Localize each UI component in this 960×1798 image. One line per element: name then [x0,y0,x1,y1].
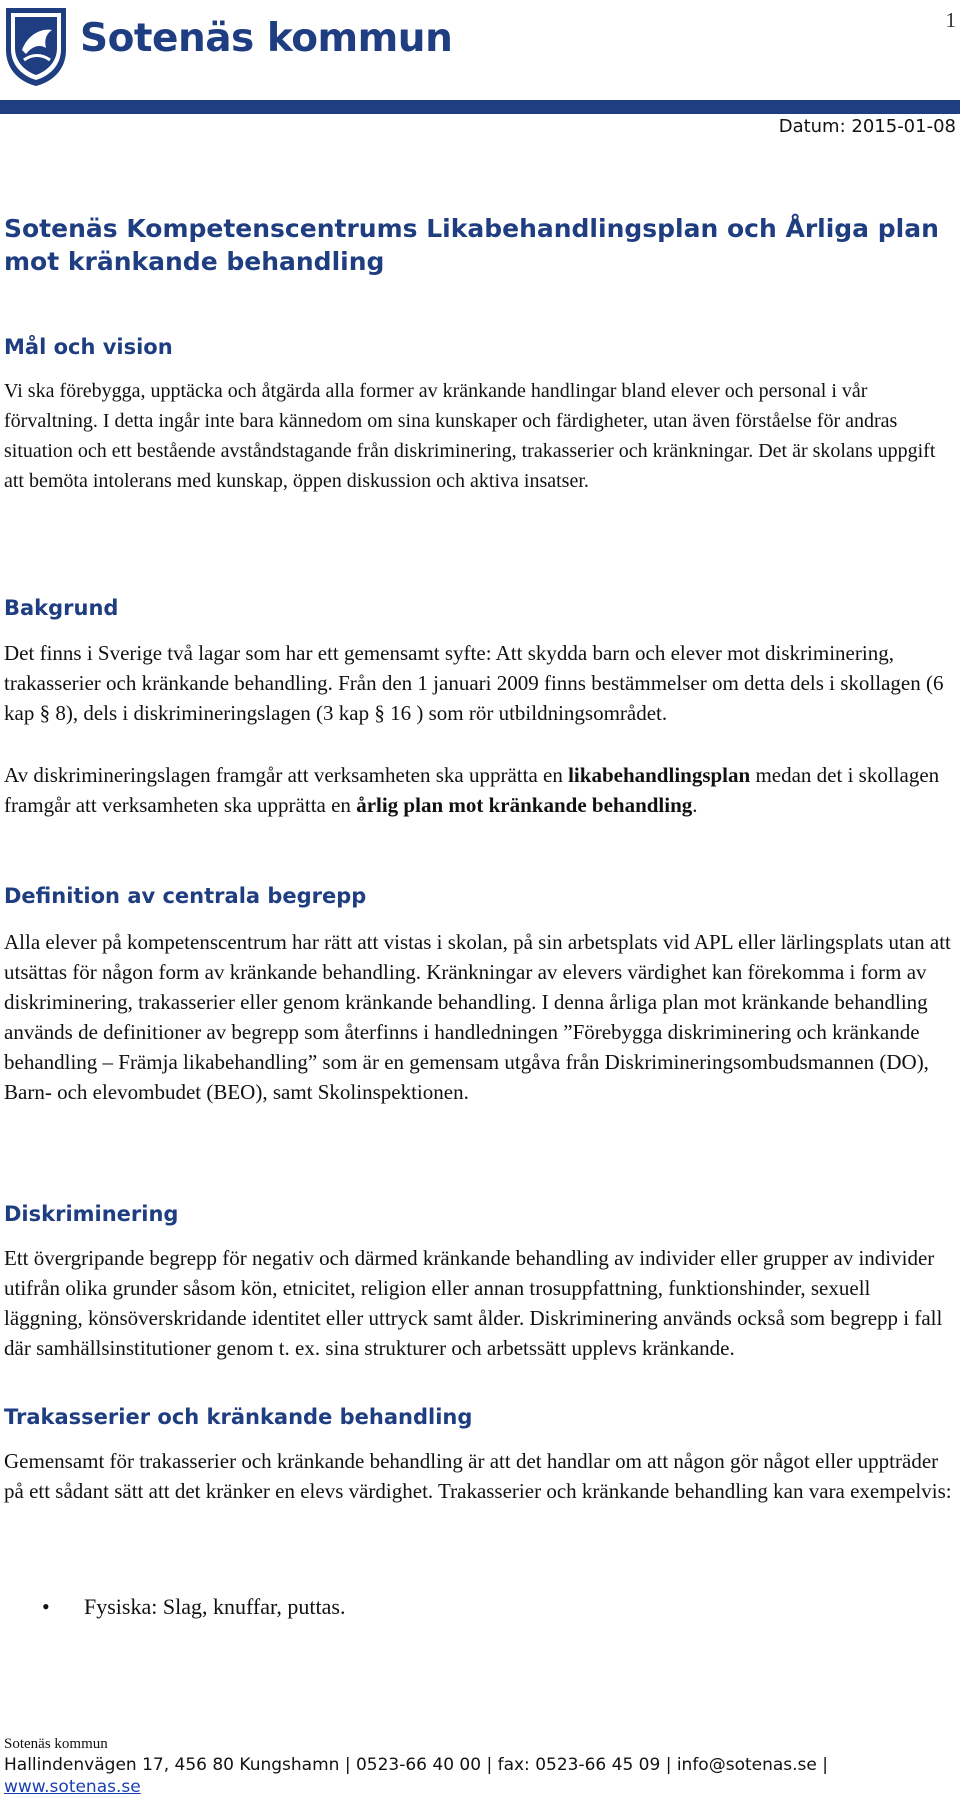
section-text-definition: Alla elever på kompetenscentrum har rätt att vistas i skolan, på sin arbetsplats vid APL eller lärlingsplats utan att utsättas för någon form av kränkande behandling. Kränkningar av elevers värdighet kan förekomma i form av diskriminering, trakasserier eller genom kränkande behandling. I denna årliga plan mot kränkande behandling används de definitioner av begrepp som återfinns i handledningen ”Förebygga diskriminering och kränkande behandling – Främja likabehandling” som är en gemensam utgåva från Diskrimineringsombudsmannen (DO), Barn- och elevombudet (BEO), samt Skolinspektionen. [4,930,951,1104]
page-title: Sotenäs Kompetenscentrums Likabehandlingsplan och Årliga plan mot kränkande behandling [4,214,939,276]
section-heading-bakgrund: Bakgrund [4,596,119,620]
text-fragment: medan det i skollagen framgår att verksamheten ska upprätta en [4,763,940,817]
header-rule [0,100,960,114]
website-link[interactable]: www.sotenas.se [4,1777,141,1797]
brand-name: Sotenäs kommun [80,16,453,61]
document-date: Datum: 2015-01-08 [778,116,956,137]
footer-organization: Sotenäs kommun [4,1736,108,1752]
section-heading-definition: Definition av centrala begrepp [4,884,367,908]
section-text-mal: Vi ska förebygga, upptäcka och åtgärda alla former av kränkande handlingar bland elever och personal i vår förvaltning. I detta ingår inte bara kännedom om sina kunskaper och färdigheter, utan även förståelse för andras situation och ett bestående avståndstagande från diskriminering, trakasserier och kränkningar. Det är skolans uppgift att bemöta intolerans med kunskap, öppen diskussion och aktiva insatser. [4,380,936,492]
section-text-bakgrund-plans [4,760,954,820]
section-heading-mal: Mål och vision [4,335,173,359]
footer-address: Hallindenvägen 17, 456 80 Kungshamn | 0523-66 40 00 | fax: 0523-66 45 09 | info@sotenas.se | [4,1755,828,1775]
text-fragment: . [692,793,698,817]
page-number: 1 [945,8,956,32]
section-text-diskriminering: Ett övergripande begrepp för negativ och därmed kränkande behandling av individer eller grupper av individer utifrån olika grunder såsom kön, etnicitet, religion eller annan trosuppfattning, funktionshinder, sexuell läggning, könsöverskridande identitet eller uttryck samt ålder. Diskriminering används också som begrepp i fall där samhällsinstitutioner genom t. ex. sina strukturer och arbetssätt upplevs kränkande. [4,1246,943,1360]
section-text-bakgrund: Det finns i Sverige två lagar som har ett gemensamt syfte: Att skydda barn och elever mot diskriminering, trakasserier och kränkande behandling. Från den 1 januari 2009 finns bestämmelser om detta dels i skollagen (6 kap § 8), dels i diskrimineringslagen (3 kap § 16 ) som rör utbildningsområdet. [4,641,944,725]
sotenas-logo-icon [2,4,70,88]
section-heading-trakasserier: Trakasserier och kränkande behandling [4,1405,473,1429]
section-text-trakasserier: Gemensamt för trakasserier och kränkande behandling är att det handlar om att någon gör något eller uppträder på ett sådant sätt att det kränker en elevs värdighet. Trakasserier och kränkande behandling kan vara exempelvis: [4,1449,952,1503]
list-item [42,1592,345,1622]
term-arlig-plan: årlig plan mot kränkande behandling [356,793,693,817]
list-item-text: Fysiska: Slag, knuffar, puttas. [84,1594,346,1619]
bullet-icon: • [42,1594,50,1619]
section-heading-diskriminering: Diskriminering [4,1202,179,1226]
text-fragment: Av diskrimineringslagen framgår att verksamheten ska upprätta en [4,763,569,787]
term-likabehandlingsplan: likabehandlingsplan [568,763,751,787]
footer-contact [4,1754,954,1798]
